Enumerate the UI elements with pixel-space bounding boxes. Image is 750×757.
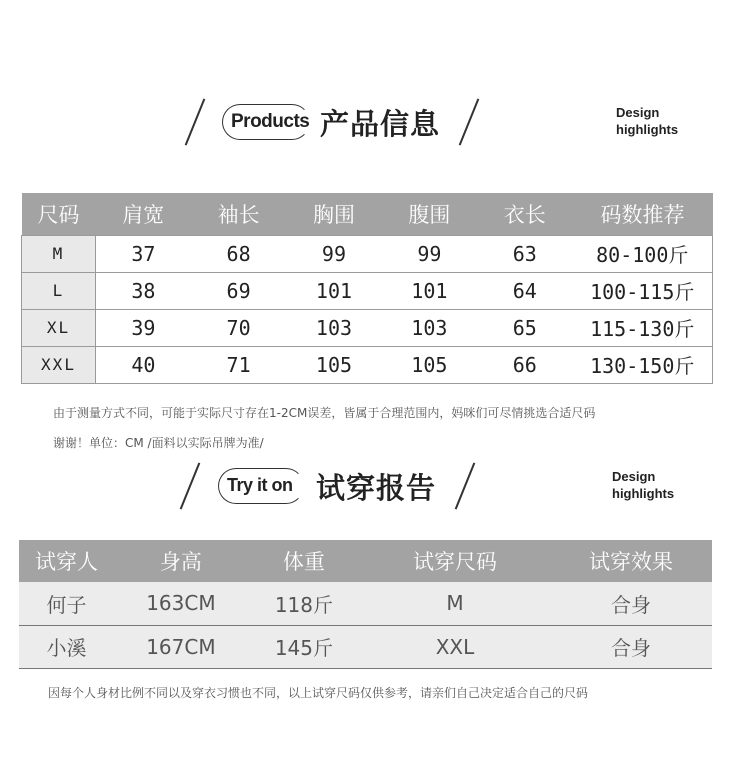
header-length: 衣长 [477, 193, 572, 235]
left-slash-decoration [185, 98, 206, 145]
length-cell: 65 [477, 309, 572, 346]
chest-cell: 103 [286, 309, 381, 346]
table-row [19, 625, 712, 668]
tester-cell: 何子 [19, 582, 114, 625]
header-recommend: 码数推荐 [573, 193, 713, 235]
design-line1: Design [612, 469, 656, 484]
size-cell: M [22, 235, 96, 272]
try-on-pill-label: Try it on [218, 468, 304, 504]
design-line1: Design [616, 105, 660, 120]
header-shoulder: 肩宽 [96, 193, 191, 235]
sleeve-cell: 68 [191, 235, 286, 272]
products-pill-label: Products [222, 104, 310, 140]
chest-cell: 101 [286, 272, 381, 309]
size-table [21, 193, 713, 384]
table-row [19, 582, 712, 625]
weight-cell: 145斤 [248, 625, 360, 668]
design-highlights-label [612, 468, 674, 502]
header-height: 身高 [114, 540, 248, 582]
header-weight: 体重 [248, 540, 360, 582]
shoulder-cell: 39 [96, 309, 191, 346]
size-cell: XL [22, 309, 96, 346]
sleeve-cell: 70 [191, 309, 286, 346]
tester-cell: 小溪 [19, 625, 114, 668]
unit-note: 谢谢！单位：CM /面料以实际吊牌为准/ [53, 436, 264, 450]
header-size: 尺码 [22, 193, 96, 235]
tried-size-cell: XXL [360, 625, 550, 668]
header-tester: 试穿人 [19, 540, 114, 582]
table-row [22, 272, 713, 309]
height-cell: 167CM [114, 625, 248, 668]
recommend-cell: 100-115斤 [573, 272, 713, 309]
weight-cell: 118斤 [248, 582, 360, 625]
shoulder-cell: 37 [96, 235, 191, 272]
right-slash-decoration [455, 462, 476, 509]
table-row [22, 235, 713, 272]
recommend-cell: 80-100斤 [573, 235, 713, 272]
table-row [22, 346, 713, 383]
measurement-note: 由于测量方式不同，可能于实际尺寸存在1-2CM误差，皆属于合理范围内，妈咪们可尽情挑选合适尺码 [53, 406, 596, 420]
header-fit-result: 试穿效果 [550, 540, 712, 582]
waist-cell: 101 [382, 272, 477, 309]
size-cell: L [22, 272, 96, 309]
sleeve-cell: 69 [191, 272, 286, 309]
length-cell: 64 [477, 272, 572, 309]
try-on-footer-note: 因每个人身材比例不同以及穿衣习惯也不同，以上试穿尺码仅供参考，请亲们自己决定适合自己的尺码 [48, 686, 589, 700]
length-cell: 66 [477, 346, 572, 383]
left-slash-decoration [180, 462, 201, 509]
tried-size-cell: M [360, 582, 550, 625]
chest-cell: 99 [286, 235, 381, 272]
try-on-header [0, 456, 750, 516]
fit-result-cell: 合身 [550, 625, 712, 668]
fit-result-cell: 合身 [550, 582, 712, 625]
products-title: 产品信息 [320, 107, 441, 141]
design-line2: highlights [612, 486, 675, 501]
size-table-header-row [22, 193, 713, 235]
sleeve-cell: 71 [191, 346, 286, 383]
try-table-header-row [19, 540, 712, 582]
length-cell: 63 [477, 235, 572, 272]
recommend-cell: 115-130斤 [573, 309, 713, 346]
try-on-title: 试穿报告 [316, 471, 437, 505]
header-chest: 胸围 [286, 193, 381, 235]
try-on-table [19, 540, 712, 669]
right-slash-decoration [459, 98, 480, 145]
chest-cell: 105 [286, 346, 381, 383]
products-header [0, 92, 750, 152]
shoulder-cell: 38 [96, 272, 191, 309]
waist-cell: 103 [382, 309, 477, 346]
size-cell: XXL [22, 346, 96, 383]
design-highlights-label [616, 104, 678, 138]
header-sleeve: 袖长 [191, 193, 286, 235]
table-row [22, 309, 713, 346]
header-waist: 腹围 [382, 193, 477, 235]
design-line2: highlights [616, 122, 679, 137]
shoulder-cell: 40 [96, 346, 191, 383]
waist-cell: 105 [382, 346, 477, 383]
recommend-cell: 130-150斤 [573, 346, 713, 383]
waist-cell: 99 [382, 235, 477, 272]
header-tried-size: 试穿尺码 [360, 540, 550, 582]
height-cell: 163CM [114, 582, 248, 625]
